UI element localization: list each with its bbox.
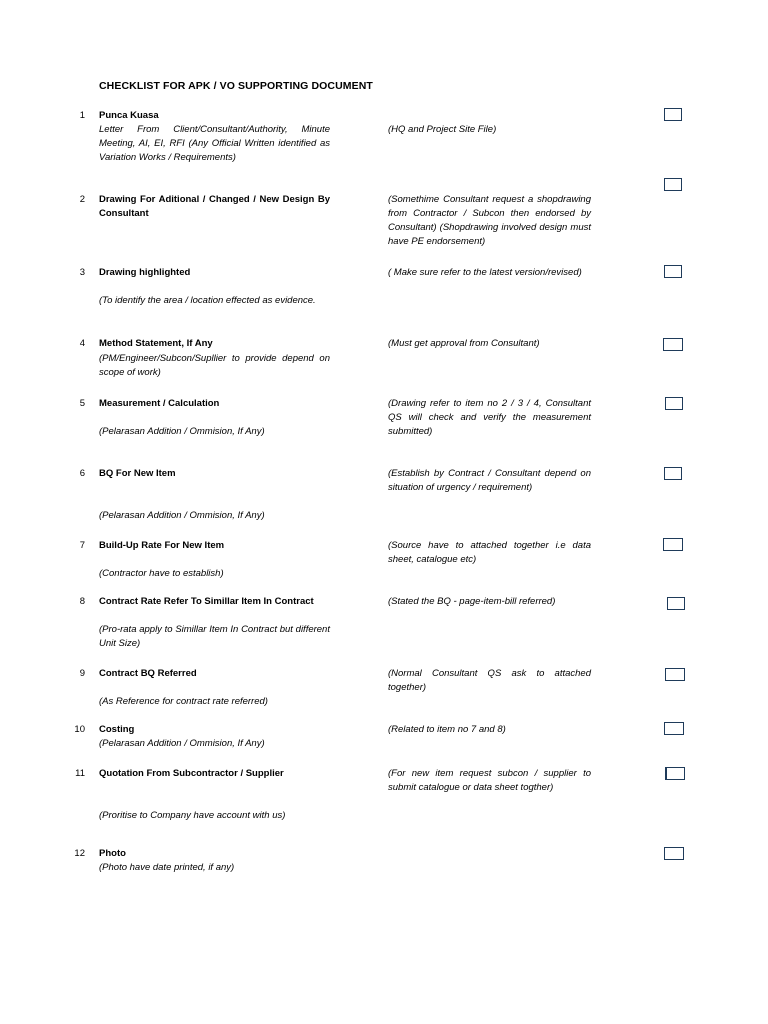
- item-label: Measurement / Calculation: [99, 398, 220, 409]
- item-number: 8: [79, 596, 85, 607]
- item-note: (Stated the BQ - page-item-bill referred): [388, 596, 556, 607]
- item-number: 3: [79, 267, 85, 278]
- item-note: (Establish by Contract / Consultant depend on situation of urgency / requirement): [388, 468, 591, 493]
- item-note: (Somethime Consultant request a shopdrawing from Contractor / Subcon then endorsed by Consultant) (Shopdrawing involved design must have PE endorsement): [388, 194, 591, 247]
- item-note: (For new item request subcon / supplier to submit catalogue or data sheet togther): [388, 768, 591, 793]
- checkbox-item-8[interactable]: [667, 597, 685, 610]
- item-label: Method Statement, If Any: [99, 338, 213, 349]
- item-number: 4: [79, 338, 85, 349]
- item-number: 9: [79, 668, 85, 679]
- checkbox-item-1[interactable]: [664, 108, 682, 121]
- item-note: (Related to item no 7 and 8): [388, 724, 506, 735]
- item-description: (As Reference for contract rate referred): [99, 696, 268, 707]
- checkbox-item-11[interactable]: [665, 767, 685, 780]
- checkbox-item-3[interactable]: [664, 265, 682, 278]
- item-label: Build-Up Rate For New Item: [99, 540, 225, 551]
- item-note: (HQ and Project Site File): [388, 124, 497, 135]
- item-note: ( Make sure refer to the latest version/revised): [388, 267, 582, 278]
- item-number: 7: [79, 540, 85, 551]
- item-description: (Contractor have to establish): [99, 568, 224, 579]
- checkbox-item-9[interactable]: [665, 668, 685, 681]
- item-note: (Drawing refer to item no 2 / 3 / 4, Consultant QS will check and verify the measurement submitted): [388, 398, 591, 437]
- item-label: Quotation From Subcontractor / Supplier: [99, 768, 284, 779]
- item-number: 11: [75, 768, 85, 779]
- item-number: 2: [79, 194, 85, 205]
- item-label: Punca Kuasa: [99, 110, 159, 121]
- item-label: Drawing highlighted: [99, 267, 191, 278]
- item-description: (Pelarasan Addition / Ommision, If Any): [99, 738, 265, 749]
- item-note: (Source have to attached together i.e data sheet, catalogue etc): [388, 540, 591, 565]
- item-label: Photo: [99, 848, 126, 859]
- item-number: 6: [79, 468, 85, 479]
- item-note: (Must get approval from Consultant): [388, 338, 540, 349]
- item-description: (To identify the area / location effected as evidence.: [99, 295, 316, 306]
- item-label: Contract BQ Referred: [99, 668, 197, 679]
- item-label: BQ For New Item: [99, 468, 176, 479]
- item-number: 1: [79, 110, 85, 121]
- item-label: Contract Rate Refer To Simillar Item In Contract: [99, 596, 314, 607]
- checkbox-item-2[interactable]: [664, 178, 682, 191]
- item-number: 5: [79, 398, 85, 409]
- item-label: Costing: [99, 724, 135, 735]
- checkbox-item-7[interactable]: [663, 538, 683, 551]
- item-description: (Proritise to Company have account with us): [99, 810, 286, 821]
- item-number: 10: [74, 724, 85, 735]
- item-number: 12: [74, 848, 85, 859]
- item-label: Drawing For Aditional / Changed / New Design By Consultant: [99, 194, 330, 219]
- item-description: (Pelarasan Addition / Ommision, If Any): [99, 426, 265, 437]
- checkbox-item-6[interactable]: [664, 467, 682, 480]
- checkbox-item-5[interactable]: [665, 397, 683, 410]
- checkbox-item-12[interactable]: [664, 847, 684, 860]
- checkbox-item-10[interactable]: [664, 722, 684, 735]
- page-title: CHECKLIST FOR APK / VO SUPPORTING DOCUMENT: [99, 80, 373, 92]
- item-description: (PM/Engineer/Subcon/Supllier to provide depend on scope of work): [99, 353, 330, 378]
- item-description: (Pelarasan Addition / Ommision, If Any): [99, 510, 265, 521]
- item-note: (Normal Consultant QS ask to attached together): [388, 668, 591, 693]
- item-description: (Photo have date printed, if any): [99, 862, 235, 873]
- checkbox-item-4[interactable]: [663, 338, 683, 351]
- item-description: (Pro-rata apply to Simillar Item In Contract but different Unit Size): [99, 624, 330, 649]
- item-description: Letter From Client/Consultant/Authority, Minute Meeting, AI, EI, RFI (Any Official Written identified as Variation Works / Requirements): [99, 124, 330, 163]
